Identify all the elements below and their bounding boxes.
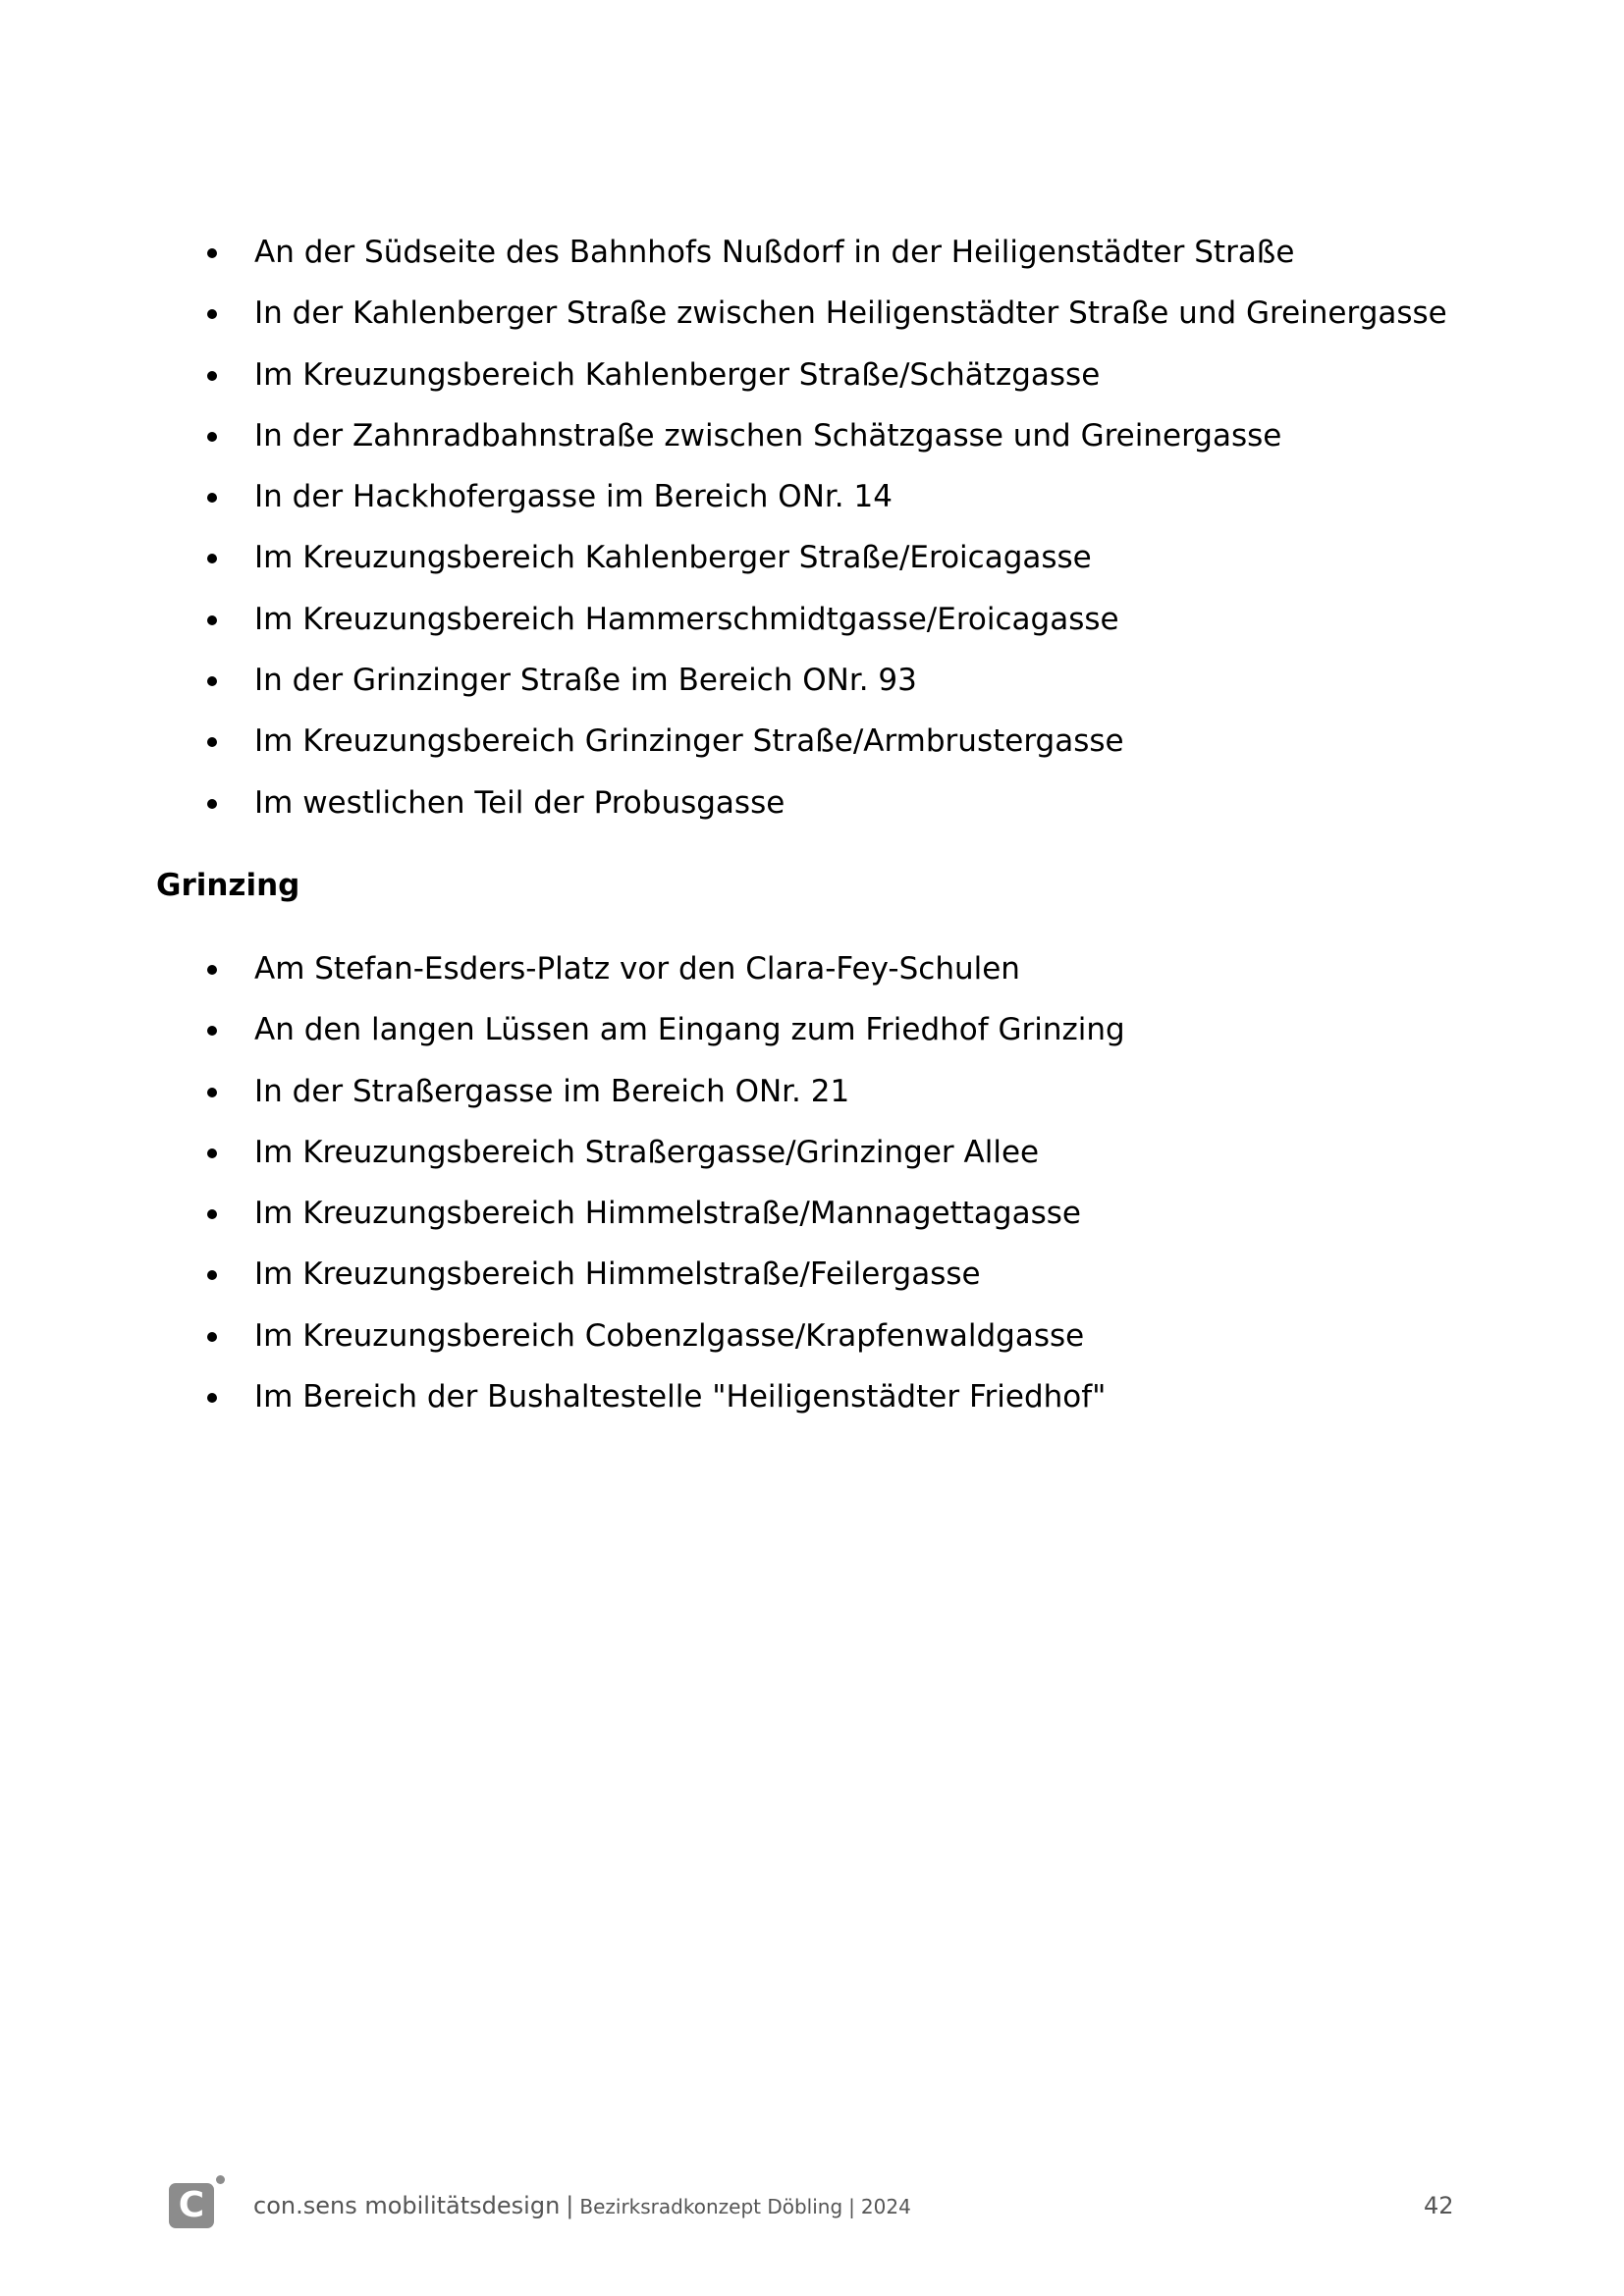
bullet-icon <box>207 371 217 381</box>
bullet-icon <box>207 309 217 319</box>
consens-logo-icon: C <box>169 2183 214 2228</box>
footer-year: 2024 <box>860 2195 911 2218</box>
section-heading-grinzing: Grinzing <box>156 868 300 903</box>
bullet-icon <box>207 799 217 809</box>
list-item-text: An der Südseite des Bahnhofs Nußdorf in der Heiligenstädter Straße <box>254 235 1295 270</box>
logo-dot-icon <box>216 2175 225 2184</box>
bullet-icon <box>207 1148 217 1158</box>
list-item-text: An den langen Lüssen am Eingang zum Friedhof Grinzing <box>254 1012 1125 1048</box>
list-item-text: Im Kreuzungsbereich Himmelstraße/Feilergasse <box>254 1256 981 1293</box>
bullet-icon <box>207 554 217 563</box>
list-item <box>0 1311 1624 1372</box>
list-item-text: Im Kreuzungsbereich Straßergasse/Grinzinger Allee <box>254 1134 1040 1170</box>
list-item-text: Im Bereich der Bushaltestelle "Heiligenstädter Friedhof" <box>254 1379 1107 1415</box>
list-item <box>0 656 1624 717</box>
list-item <box>0 350 1624 411</box>
list-item-text: Im westlichen Teil der Probusgasse <box>254 784 785 821</box>
bullet-icon <box>207 1393 217 1403</box>
list-item <box>0 1250 1624 1310</box>
footer-credits <box>253 2189 911 2225</box>
bullet-icon <box>207 493 217 503</box>
list-item <box>0 1128 1624 1189</box>
list-item-text: Im Kreuzungsbereich Grinzinger Straße/Armbrustergasse <box>254 723 1124 760</box>
bullet-icon <box>207 1209 217 1219</box>
bullet-icon <box>207 676 217 686</box>
list-item-text: In der Kahlenberger Straße zwischen Heiligenstädter Straße und Greinergasse <box>254 295 1447 332</box>
list-item <box>0 1005 1624 1066</box>
footer-separator: | <box>566 2192 574 2219</box>
list-item <box>0 944 1624 1005</box>
list-item-text: Im Kreuzungsbereich Kahlenberger Straße/Eroicagasse <box>254 540 1092 576</box>
list-item <box>0 228 1624 289</box>
bullet-icon <box>207 965 217 975</box>
list-item <box>0 778 1624 839</box>
list-item <box>0 411 1624 472</box>
page-number: 42 <box>1424 2192 1454 2219</box>
list-item <box>0 595 1624 656</box>
list-item <box>0 533 1624 594</box>
bullet-icon <box>207 1026 217 1036</box>
list-item <box>0 717 1624 777</box>
footer-separator: | <box>848 2195 855 2218</box>
list-item-text: In der Zahnradbahnstraße zwischen Schätzgasse und Greinergasse <box>254 417 1282 454</box>
list-item <box>0 1189 1624 1250</box>
list-item <box>0 472 1624 533</box>
bullet-icon <box>207 615 217 625</box>
list-item-text: In der Grinzinger Straße im Bereich ONr. 93 <box>254 663 917 699</box>
bullet-list-locations <box>0 228 1624 839</box>
list-item-text: In der Straßergasse im Bereich ONr. 21 <box>254 1073 850 1109</box>
bullet-icon <box>207 1088 217 1097</box>
bullet-icon <box>207 737 217 747</box>
bullet-icon <box>207 248 217 258</box>
footer-document-title: Bezirksradkonzept Döbling <box>579 2195 843 2218</box>
bullet-icon <box>207 432 217 442</box>
list-item-text: Im Kreuzungsbereich Himmelstraße/Mannagettagasse <box>254 1196 1081 1232</box>
list-item-text: Im Kreuzungsbereich Hammerschmidtgasse/Eroicagasse <box>254 601 1119 637</box>
bullet-list-grinzing <box>0 944 1624 1433</box>
list-item <box>0 1372 1624 1433</box>
bullet-icon <box>207 1332 217 1342</box>
list-item-text: In der Hackhofergasse im Bereich ONr. 14 <box>254 479 893 515</box>
footer-company-name: con.sens mobilitätsdesign <box>253 2192 561 2219</box>
list-item <box>0 1067 1624 1128</box>
list-item-text: Im Kreuzungsbereich Kahlenberger Straße/Schätzgasse <box>254 356 1101 393</box>
list-item-text: Im Kreuzungsbereich Cobenzlgasse/Krapfenwaldgasse <box>254 1317 1085 1354</box>
list-item-text: Am Stefan-Esders-Platz vor den Clara-Fey-Schulen <box>254 951 1020 987</box>
list-item <box>0 289 1624 349</box>
bullet-icon <box>207 1270 217 1280</box>
page-footer <box>0 2169 1624 2228</box>
